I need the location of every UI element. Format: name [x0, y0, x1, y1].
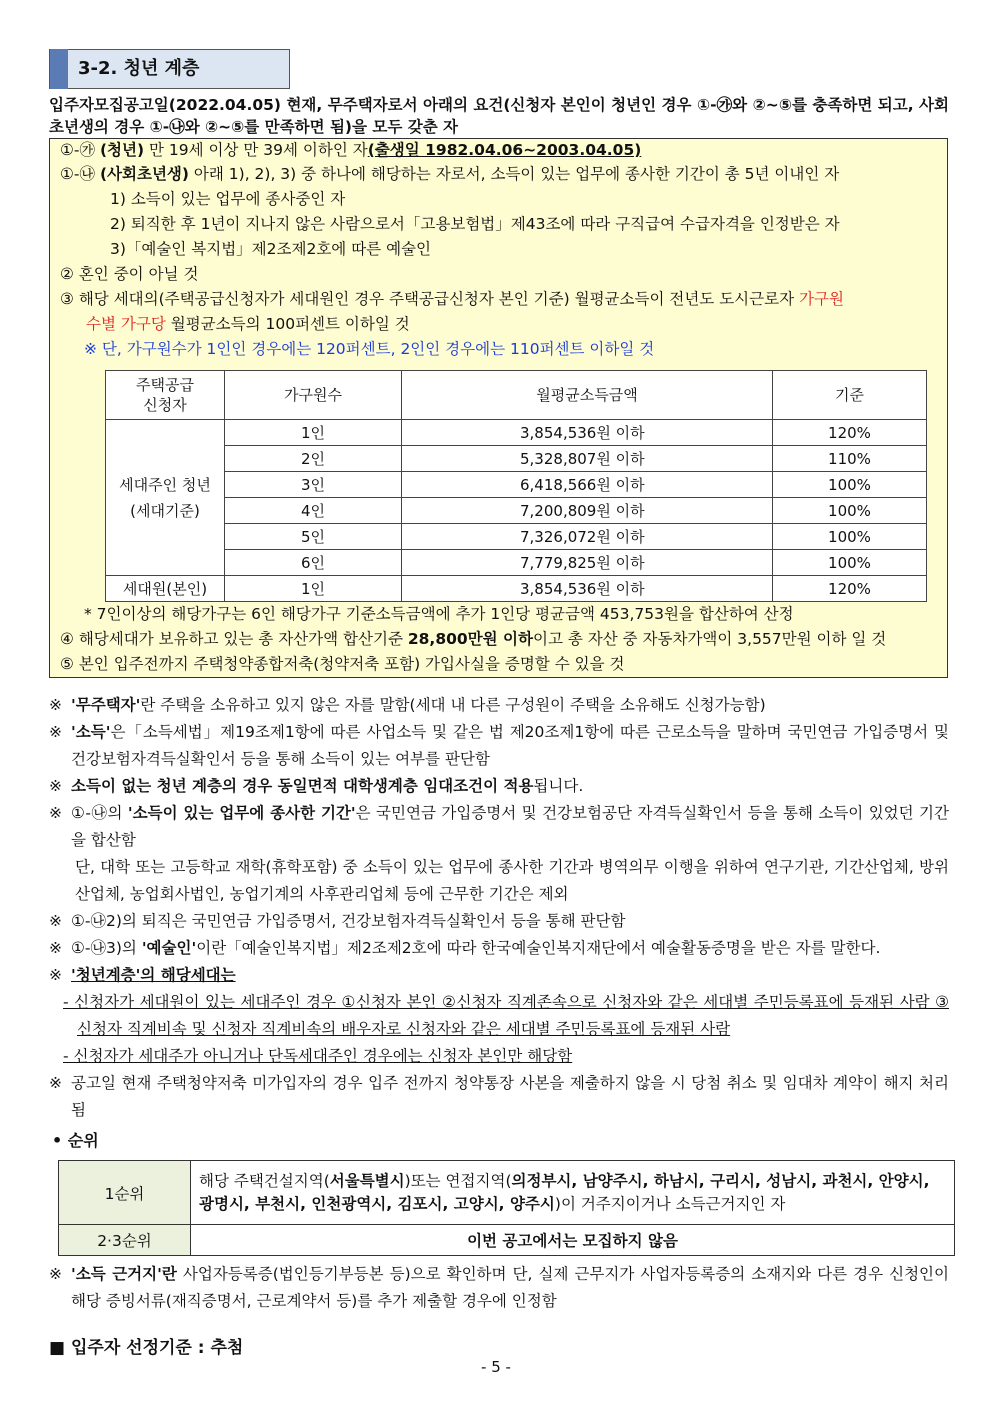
- header-household: 가구원수: [225, 371, 402, 420]
- req-2: ② 혼인 중이 아닐 것: [60, 265, 199, 283]
- row-size: 6인: [225, 550, 402, 576]
- req-1b-sub1: 1) 소득이 있는 업무에 종사중인 자: [110, 190, 346, 208]
- section-title-box: [49, 49, 290, 89]
- note-mark: ※: [49, 966, 62, 984]
- row-size: 2인: [225, 446, 402, 472]
- note-youth-household: [49, 962, 949, 1070]
- note-2-term: '소득': [71, 723, 111, 741]
- rank-2-label: 2·3순위: [59, 1225, 191, 1256]
- req-3-line1: [60, 288, 844, 310]
- row-size: 5인: [225, 524, 402, 550]
- note-6-term: '예술인': [141, 939, 197, 957]
- note-artist: [49, 935, 949, 962]
- req-1a-birth: (출생일 1982.04.06~2003.04.05): [367, 141, 642, 159]
- page-number: - 5 -: [481, 1358, 511, 1376]
- req-3-text-b: 월평균소득의 100퍼센트 이하일 것: [165, 315, 410, 333]
- row-rate: 110%: [773, 446, 927, 472]
- req-4-text: ④ 해당세대가 보유하고 있는 총 자산가액 합산기준: [60, 630, 408, 648]
- rank-1-desc: [191, 1161, 955, 1225]
- req-4-text-b: 이고 총 자산 중 자동차가액이 3,557만원 이하 일 것: [532, 630, 887, 648]
- req-1b-title: (사회초년생): [99, 165, 189, 183]
- note-mark: ※: [49, 777, 62, 795]
- table-row: [106, 576, 927, 602]
- rank-heading: • 순위: [52, 1131, 99, 1150]
- note-4-text: 은 국민연금 가입증명서 및 건강보험공단 자격득실확인서 등을 통해 소득이 있었던 기간을 합산함: [71, 804, 949, 849]
- req-3-red1: 가구원: [799, 290, 844, 308]
- row-amount: 3,854,536원 이하: [402, 576, 773, 602]
- row-size: 1인: [225, 576, 402, 602]
- row-amount: 7,779,825원 이하: [402, 550, 773, 576]
- req-4-bold: 28,800만원 이하: [407, 630, 533, 648]
- row-size: 4인: [225, 498, 402, 524]
- footnote-term: '소득 근거지'란: [71, 1265, 177, 1283]
- note-7-detail-2: - 신청자가 세대주가 아니거나 단독세대주인 경우에는 신청자 본인만 해당함: [63, 1047, 573, 1065]
- table-row: [106, 550, 927, 576]
- table-row: [106, 498, 927, 524]
- row-amount: 6,418,566원 이하: [402, 472, 773, 498]
- req-1a: [60, 139, 641, 161]
- row-amount: 3,854,536원 이하: [402, 420, 773, 446]
- note-work-period: [49, 800, 949, 908]
- income-table: [105, 370, 927, 602]
- note-1-term: '무주택자': [71, 696, 141, 714]
- note-no-house: [49, 692, 949, 719]
- note-7-title: '청년계층'의 해당세대는: [71, 966, 236, 984]
- row-rate: 100%: [773, 524, 927, 550]
- group-household-head: 세대주인 청년 (세대기준): [106, 420, 225, 576]
- note-1-text: 란 주택을 소유하고 있지 않은 자를 말함(세대 내 다른 구성원이 주택을 소유해도 신청가능함): [140, 696, 766, 714]
- rank-row-2: [59, 1225, 955, 1256]
- income-base-note: [49, 1261, 949, 1315]
- rank-table: [58, 1160, 955, 1256]
- group-member-self: 세대원(본인): [106, 576, 225, 602]
- note-mark: ※: [49, 696, 62, 714]
- table-row: [106, 420, 927, 446]
- note-4-exception: 단, 대학 또는 고등학교 재학(휴학포함) 중 소득이 있는 업무에 종사한 기간과 병역의무 이행을 위하여 연구기관, 기간산업체, 방위산업체, 농업회사법인, 농업기계의 사후관리업체 등에 근무한 기간은 제외: [75, 858, 949, 903]
- table-row: [106, 446, 927, 472]
- req-1a-title: (청년): [99, 141, 145, 159]
- footnote-mark: ※: [49, 1265, 62, 1283]
- req-1b-sub3: 3)「예술인 복지법」제2조제2호에 따른 예술인: [110, 240, 431, 258]
- req-1a-mark: ①-㉮: [60, 141, 95, 159]
- row-rate: 100%: [773, 550, 927, 576]
- note-4-ref: ①-㉯의: [71, 804, 128, 822]
- rank-1-label: 1순위: [59, 1161, 191, 1225]
- note-6-text: 이란「예술인복지법」제2조제2호에 따라 한국예술인복지재단에서 예술활동증명을 받은 자를 말한다.: [196, 939, 881, 957]
- note-3-text: 소득이 없는 청년 계층의 경우 동일면적 대학생계층 임대조건이 적용: [71, 777, 534, 795]
- requirements-box: [49, 138, 948, 678]
- rank-row-1: [59, 1161, 955, 1225]
- req-3-red2: 수별 가구당: [86, 315, 166, 333]
- note-retire: [49, 908, 949, 935]
- row-amount: 5,328,807원 이하: [402, 446, 773, 472]
- row-rate: 100%: [773, 472, 927, 498]
- note-3-tail: 됩니다.: [533, 777, 584, 795]
- req-1b-sub2: 2) 퇴직한 후 1년이 지나지 않은 사람으로서「고용보험법」제43조에 따라 구직급여 수급자격을 인정받은 자: [110, 215, 840, 233]
- row-rate: 100%: [773, 498, 927, 524]
- note-7-detail-1: - 신청자가 세대원이 있는 세대주인 경우 ①신청자 본인 ②신청자 직계존속으로 신청자와 같은 세대별 주민등록표에 등재된 사람 ③신청자 직계비속 및 신청자 직계비속의 배우자로 신청자와 같은 세대별 주민등록표에 등재된 사람: [63, 993, 949, 1038]
- row-size: 1인: [225, 420, 402, 446]
- req-3-text: ③ 해당 세대의(주택공급신청자가 세대원인 경우 주택공급신청자 본인 기준) 월평균소득이 전년도 도시근로자: [60, 290, 800, 308]
- note-8-text: 공고일 현재 주택청약저축 미가입자의 경우 입주 전까지 청약통장 사본을 제출하지 않을 시 당첨 취소 및 임대차 계약이 해지 처리됨: [71, 1074, 949, 1119]
- row-amount: 7,326,072원 이하: [402, 524, 773, 550]
- row-amount: 7,200,809원 이하: [402, 498, 773, 524]
- row-size: 3인: [225, 472, 402, 498]
- footnote-text: 사업자등록증(법인등기부등본 등)으로 확인하며 단, 실제 근무지가 사업자등록증의 소재지와 다른 경우 신청인이 해당 증빙서류(재직증명서, 근로계약서 등)를 추가 제출할 경우에 인정함: [71, 1265, 949, 1310]
- row-rate: 120%: [773, 420, 927, 446]
- rank-1-text-a: 해당 주택건설지역(: [199, 1171, 330, 1190]
- note-no-income: [49, 773, 949, 800]
- header-rate: 기준: [773, 371, 927, 420]
- title-accent-bar: [50, 49, 68, 89]
- table-row: [106, 472, 927, 498]
- note-savings-account: [49, 1070, 949, 1124]
- header-income: 월평균소득금액: [402, 371, 773, 420]
- note-mark: ※: [49, 804, 62, 822]
- section-title: 3-2. 청년 계층: [78, 58, 200, 79]
- note-5-text: ①-㉯2)의 퇴직은 국민연금 가입증명서, 건강보험자격득실확인서 등을 통해 판단함: [71, 912, 626, 930]
- rank-1-text-d: )이 거주지이거나 소득근거지인 자: [554, 1194, 786, 1213]
- note-mark: ※: [49, 723, 62, 741]
- note-6-ref: ①-㉯3)의: [71, 939, 142, 957]
- rank-1-city: 서울특별시: [329, 1171, 405, 1190]
- req-3-note: ※ 단, 가구원수가 1인인 경우에는 120퍼센트, 2인인 경우에는 110퍼센트 이하일 것: [84, 340, 655, 358]
- note-mark: ※: [49, 912, 62, 930]
- req-3-line2: [86, 313, 410, 335]
- intro-text: 입주자모집공고일(2022.04.05) 현재, 무주택자로서 아래의 요건(신청자 본인이 청년인 경우 ①-㉮와 ②~⑤를 충족하면 되고, 사회초년생의 경우 ①-㉯와 ②~⑤를 만족하면 됨)을 모두 갖춘 자: [49, 96, 949, 136]
- rank-2-desc: 이번 공고에서는 모집하지 않음: [191, 1225, 955, 1256]
- note-income: [49, 719, 949, 773]
- income-table-header: [106, 371, 927, 420]
- row-rate: 120%: [773, 576, 927, 602]
- selection-criteria: ■ 입주자 선정기준 : 추첨: [49, 1338, 244, 1358]
- req-1b: [60, 163, 839, 185]
- rank-1-adjacent: 의정부시, 남양주시, 하남시, 구리시, 성남시, 과천시, 안양시, 광명시, 부천시, 인천광역시, 김포시, 고양시, 양주시: [199, 1171, 930, 1213]
- note-mark: ※: [49, 1074, 62, 1092]
- note-2-text: 은「소득세법」제19조제1항에 따른 사업소득 및 같은 법 제20조제1항에 따른 근로소득을 말하며 국민연금 가입증명서 및 건강보험자격득실확인서 등을 통해 소득이 있는 여부를 판단함: [71, 723, 949, 768]
- table-row: [106, 524, 927, 550]
- note-4-term: '소득이 있는 업무에 종사한 기간': [127, 804, 356, 822]
- note-mark: ※: [49, 939, 62, 957]
- rank-1-text-c: )또는 연접지역(: [404, 1171, 512, 1190]
- req-4: [60, 628, 886, 650]
- header-applicant: 주택공급 신청자: [106, 371, 225, 420]
- req-1a-text: 만 19세 이상 만 39세 이하인 자: [144, 141, 368, 159]
- req-1b-mark: ①-㉯: [60, 165, 95, 183]
- req-5: ⑤ 본인 입주전까지 주택청약종합저축(청약저축 포함) 가입사실을 증명할 수 있을 것: [60, 655, 625, 673]
- req-1b-text: 아래 1), 2), 3) 중 하나에 해당하는 자로서, 소득이 있는 업무에 종사한 기간이 총 5년 이내인 자: [188, 165, 840, 183]
- req-3-footnote: * 7인이상의 해당가구는 6인 해당가구 기준소득금액에 추가 1인당 평균금액 453,753원을 합산하여 산정: [84, 605, 794, 623]
